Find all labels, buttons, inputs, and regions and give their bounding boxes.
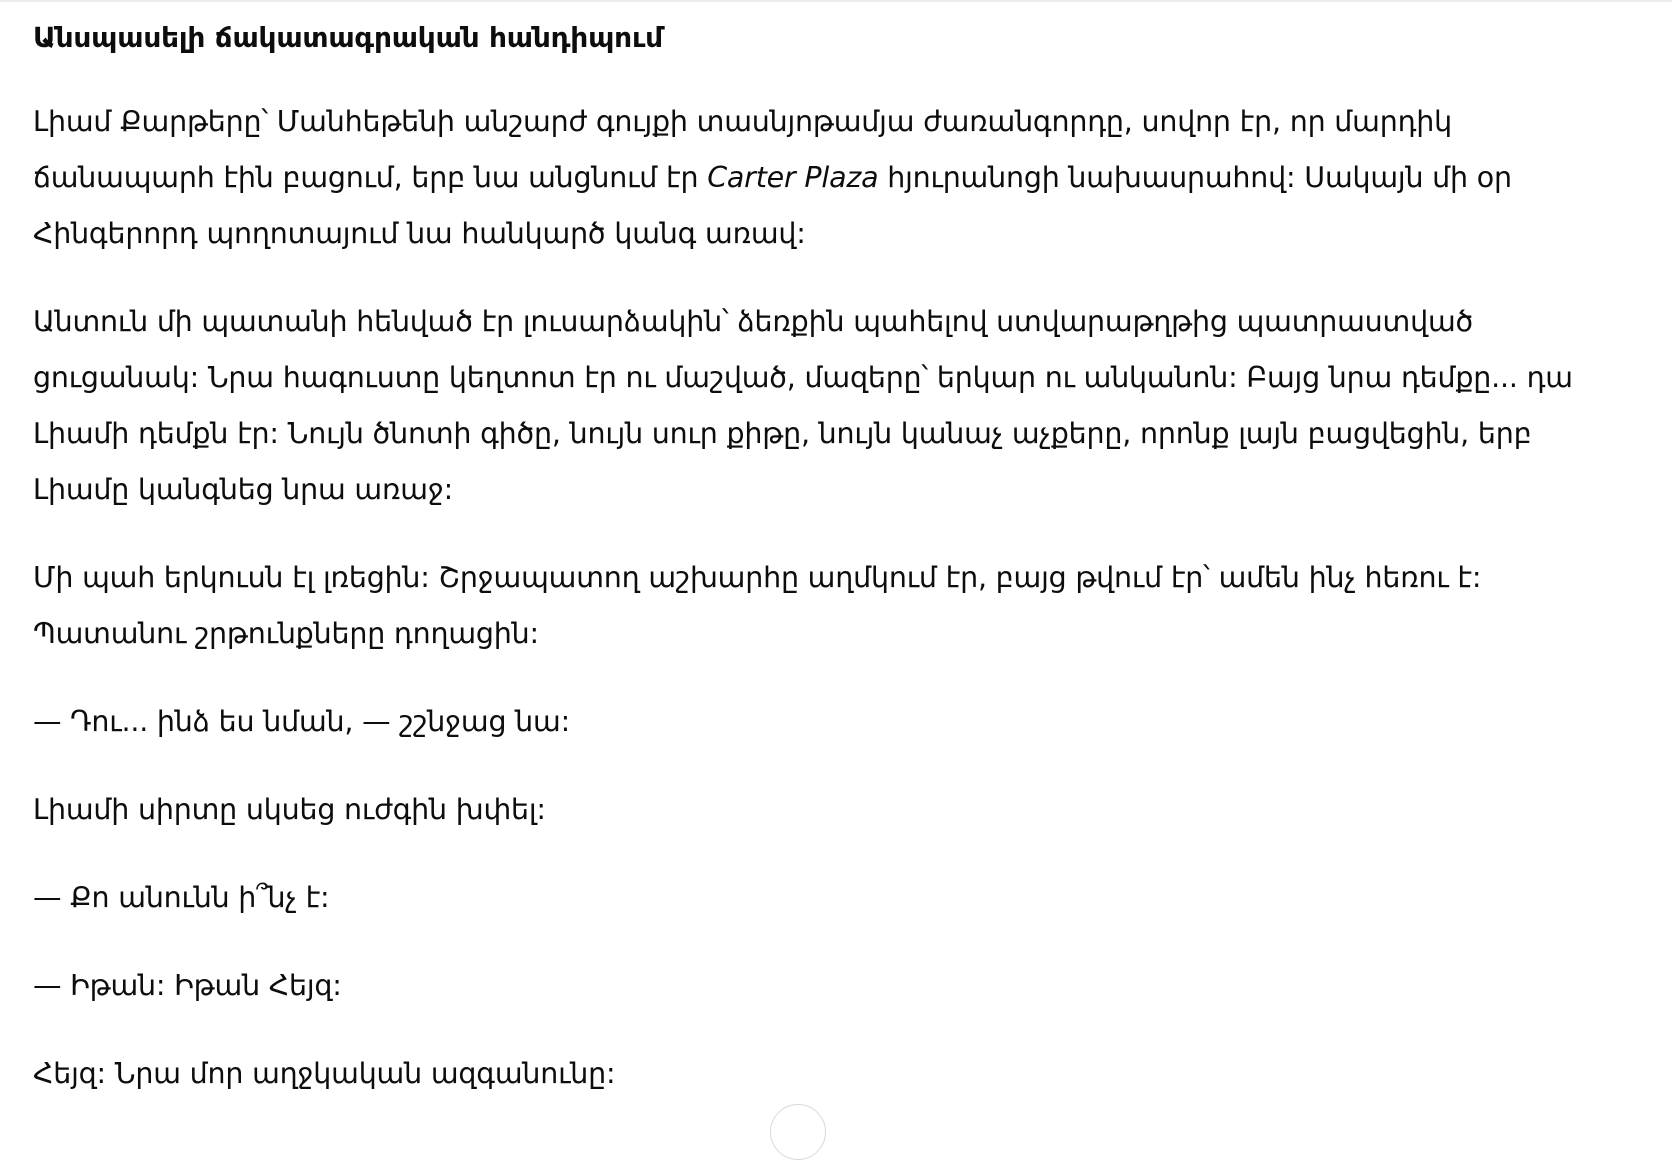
hotel-name-emphasis: Carter Plaza: [707, 161, 879, 194]
paragraph-8: Հեյզ: Նրա մոր աղջկական ազգանունը:: [33, 1057, 616, 1090]
top-divider: [0, 0, 1672, 2]
dialog-line-2: — Քո անունն ի՞նչ է:: [33, 881, 330, 914]
paragraph-3: Մի պահ երկուսն էլ լռեցին: Շրջապատող աշխարհը աղմկում էր, բայց թվում էր՝ ամեն ինչ հեռու է: Պատանու շրթունքները դողացին:: [33, 561, 1482, 650]
dialog-line-1: — Դու... ինձ ես նման, — շշնջաց նա:: [33, 705, 570, 738]
story-article: [33, 12, 1633, 1134]
paragraph-2: Անտուն մի պատանի հենված էր լուսարձակին՝ ձեռքին պահելով ստվարաթղթից պատրաստված ցուցանակ: Նրա հագուստը կեղտոտ էր ու մաշված, մազերը՝ երկար ու անկանոն: Բայց նրա դեմքը... դա Լիամի դեմքն էր: Նույն ծնոտի գիծը, նույն սուր քիթը, նույն կանաչ աչքերը, որոնք լայն բացվեցին, երբ Լիամը կանգնեց նրա առաջ:: [33, 305, 1573, 506]
scroll-to-bottom-button[interactable]: [770, 1104, 826, 1160]
paragraph-1-text-start: Լիամ Քարթերը՝ Մանհեթենի անշարժ գույքի տասնյոթամյա ժառանգորդը, սովոր էր, որ մարդիկ ճանապարհ էին բացում, երբ նա անցնում էր: [33, 105, 1453, 194]
dialog-line-3: — Իթան: Իթան Հեյզ:: [33, 969, 342, 1002]
story-title: Անսպասելի ճակատագրական հանդիպում: [33, 21, 663, 54]
paragraph-1-text-end: հյուրանոցի նախասրահով: Սակայն մի օր Հինգերորդ պողոտայում նա հանկարծ կանգ առավ:: [33, 161, 1512, 250]
paragraph-1: [33, 94, 1633, 262]
paragraph-5: Լիամի սիրտը սկսեց ուժգին խփել:: [33, 793, 546, 826]
